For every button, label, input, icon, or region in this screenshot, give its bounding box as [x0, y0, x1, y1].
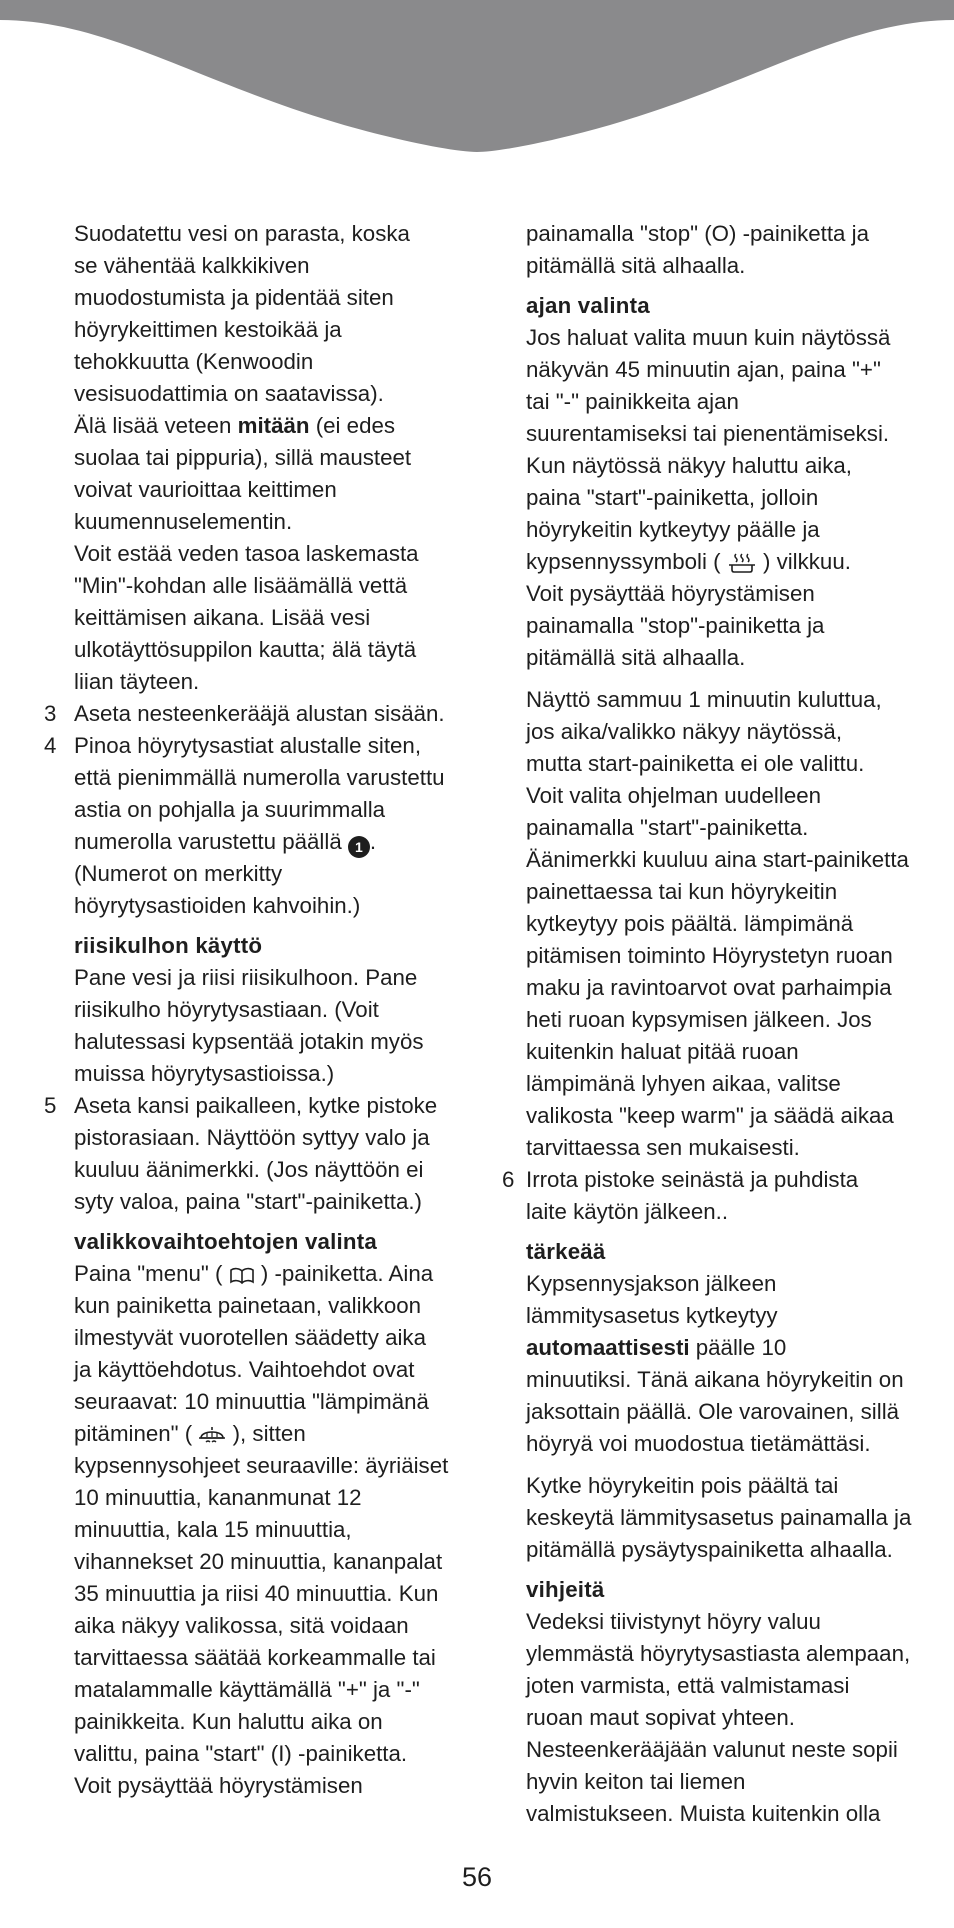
- text-line: tehokkuutta (Kenwoodin: [74, 349, 314, 374]
- text-line: painikkeita. Kun haluttu aika on: [74, 1709, 383, 1734]
- text-span: päälle 10: [689, 1335, 787, 1360]
- text-line: [502, 546, 922, 578]
- text-line: matalammalle käyttämällä "+" ja "-": [74, 1677, 420, 1702]
- text-line: Nesteenkerääjään valunut neste sopii: [526, 1737, 898, 1762]
- keep-warm-icon: [198, 1424, 226, 1446]
- text-line: 35 minuuttia ja riisi 40 minuuttia. Kun: [74, 1581, 439, 1606]
- text-line: aika näkyy valikossa, sitä voidaan: [74, 1613, 409, 1638]
- text-span: ) -painiketta. Aina: [254, 1261, 434, 1286]
- text-line: halutessasi kypsentää jotakin myös: [74, 1029, 424, 1054]
- tips-paragraph: [502, 1606, 922, 1830]
- text-line: jos aika/valikko näkyy näytössä,: [526, 719, 843, 744]
- text-line: muissa höyrytysastioissa.): [74, 1061, 335, 1086]
- text-line: keittämisen aikana. Lisää vesi: [74, 605, 371, 630]
- step-body: [74, 1090, 464, 1218]
- text-line: Kun näytössä näkyy haluttu aika,: [526, 453, 852, 478]
- text-line: tai "-" painikkeita ajan: [526, 389, 739, 414]
- text-line: mutta start-painiketta ei ole valittu.: [526, 751, 865, 776]
- text-line: tarvittaessa sen mukaisesti.: [526, 1135, 800, 1160]
- text-line: Kypsennysjakson jälkeen: [526, 1271, 777, 1296]
- text-line: ulkotäyttösuppilon kautta; älä täytä: [74, 637, 417, 662]
- step-number: 3: [44, 701, 57, 726]
- text-line: suurentamiseksi tai pienentämiseksi.: [526, 421, 890, 446]
- text-line: suolaa tai pippuria), sillä mausteet: [74, 445, 412, 470]
- text-line: astia on pohjalla ja suurimmalla: [74, 797, 386, 822]
- text-line: höyrykeitin kytkeytyy päälle ja: [526, 517, 820, 542]
- text-line: pitämisen toiminto Höyrystetyn ruoan: [526, 943, 893, 968]
- text-line: lämpimänä lyhyen aikaa, valitse: [526, 1071, 841, 1096]
- text-line: Pane vesi ja riisi riisikulhoon. Pane: [74, 965, 418, 990]
- text-line: [44, 1258, 464, 1290]
- step-body: [526, 1164, 922, 1228]
- text-line: höyryä voi muodostua tietämättäsi.: [526, 1431, 871, 1456]
- intro-paragraph: [44, 218, 464, 410]
- step-3: [44, 698, 464, 730]
- text-line: 10 minuuttia, kananmunat 12: [74, 1485, 362, 1510]
- text-line: se vähentää kalkkikiven: [74, 253, 310, 278]
- text-line: Suodatettu vesi on parasta, koska: [74, 221, 410, 246]
- text-span: ), sitten: [226, 1421, 306, 1446]
- time-selection-paragraph: [502, 322, 922, 674]
- text-line: tarvittaessa säätää korkeammalle tai: [74, 1645, 436, 1670]
- text-line: painettaessa tai kun höyrykeitin: [526, 879, 838, 904]
- text-line: ja käyttöehdotus. Vaihtoehdot ovat: [74, 1357, 415, 1382]
- text-line: kun painiketta painetaan, valikkoon: [74, 1293, 422, 1318]
- text-line: Vedeksi tiivistynyt höyry valuu: [526, 1609, 821, 1634]
- text-line: heti ruoan kypsymisen jälkeen. Jos: [526, 1007, 872, 1032]
- text-line: Voit pysäyttää höyrystämisen: [74, 1773, 363, 1798]
- text-line: minuutiksi. Tänä aikana höyrykeitin on: [526, 1367, 904, 1392]
- text-line: hyvin keiton tai liemen: [526, 1769, 746, 1794]
- continued-paragraph: [502, 218, 922, 282]
- text-line: minuuttia, kala 15 minuuttia,: [74, 1517, 352, 1542]
- step-number: 4: [44, 733, 57, 758]
- text-line: syty valoa, paina "start"-painiketta.): [74, 1189, 422, 1214]
- text-line: höyrykeittimen kestoikää ja: [74, 317, 342, 342]
- switch-off-paragraph: [502, 1470, 922, 1566]
- left-column: [44, 218, 464, 1802]
- step-6: [502, 1164, 922, 1228]
- text-span: kypsennyssymboli (: [526, 549, 727, 574]
- text-line: kypsennysohjeet seuraaville: äyriäiset: [74, 1453, 449, 1478]
- step-text: Aseta nesteenkerääjä alustan sisään.: [74, 701, 445, 726]
- text-line: Voit pysäyttää höyrystämisen: [526, 581, 815, 606]
- menu-selection-paragraph: [44, 1258, 464, 1802]
- text-line: pitämällä sitä alhaalla.: [526, 253, 746, 278]
- text-line: kuumennuselementin.: [74, 509, 293, 534]
- text-line: vihannekset 20 minuuttia, kananpalat: [74, 1549, 443, 1574]
- text-line: painamalla "start"-painiketta.: [526, 815, 809, 840]
- figure-number-badge: 1: [348, 836, 370, 858]
- text-line: [44, 410, 464, 442]
- display-paragraph: [502, 684, 922, 1164]
- time-selection-heading: ajan valinta: [526, 293, 650, 318]
- text-line: pitämällä pysäytyspainiketta alhaalla.: [526, 1537, 893, 1562]
- text-span: numerolla varustettu päällä: [74, 829, 348, 854]
- text-line: ilmestyvät vuorotellen säädetty aika: [74, 1325, 426, 1350]
- text-line: "Min"-kohdan alle lisäämällä vettä: [74, 573, 408, 598]
- text-line: paina "start"-painiketta, jolloin: [526, 485, 819, 510]
- emphasis-text: automaattisesti: [526, 1335, 690, 1360]
- text-line: maku ja ravintoarvot ovat parhaimpia: [526, 975, 892, 1000]
- step-5: [44, 1090, 464, 1218]
- text-line: (Numerot on merkitty: [74, 861, 283, 886]
- text-line: jaksottain päällä. Ole varovainen, sillä: [526, 1399, 900, 1424]
- text-span: (ei edes: [309, 413, 396, 438]
- text-line: kytkeytyy pois päältä. lämpimänä: [526, 911, 854, 936]
- text-line: Pinoa höyrytysastiat alustalle siten,: [74, 733, 422, 758]
- rice-bowl-paragraph: [44, 962, 464, 1090]
- text-line: pitämällä sitä alhaalla.: [526, 645, 746, 670]
- text-line: muodostumista ja pidentää siten: [74, 285, 394, 310]
- text-line: [502, 1332, 922, 1364]
- text-span: ) vilkkuu.: [756, 549, 851, 574]
- text-line: [74, 826, 464, 858]
- text-span: .: [369, 829, 377, 854]
- text-line: ylemmästä höyrytysastiasta alempaan,: [526, 1641, 911, 1666]
- text-line: seuraavat: 10 minuuttia "lämpimänä: [74, 1389, 429, 1414]
- text-line: ruoan maut sopivat yhteen.: [526, 1705, 795, 1730]
- text-line: [44, 1418, 464, 1450]
- text-line: Voit estää veden tasoa laskemasta: [74, 541, 419, 566]
- text-line: näkyvän 45 minuutin ajan, paina "+": [526, 357, 881, 382]
- text-line: Näyttö sammuu 1 minuutin kuluttua,: [526, 687, 882, 712]
- text-line: Aseta kansi paikalleen, kytke pistoke: [74, 1093, 438, 1118]
- header-wave-band: [0, 0, 954, 160]
- emphasis-text: mitään: [237, 413, 310, 438]
- text-span: Älä lisää veteen: [74, 413, 238, 438]
- text-line: Jos haluat valita muun kuin näytössä: [526, 325, 891, 350]
- text-line: valikosta "keep warm" ja säädä aikaa: [526, 1103, 894, 1128]
- text-line: liian täyteen.: [74, 669, 200, 694]
- menu-selection-heading: valikkovaihtoehtojen valinta: [74, 1229, 377, 1254]
- text-line: keskeytä lämmitysasetus painamalla ja: [526, 1505, 912, 1530]
- text-line: voivat vaurioittaa keittimen: [74, 477, 337, 502]
- salt-warning-paragraph: [44, 410, 464, 538]
- text-line: kuuluu äänimerkki. (Jos näyttöön ei: [74, 1157, 424, 1182]
- step-number: 5: [44, 1093, 57, 1118]
- text-line: riisikulho höyrytysastiaan. (Voit: [74, 997, 379, 1022]
- tips-heading: vihjeitä: [526, 1577, 605, 1602]
- cooking-symbol-icon: [727, 552, 757, 574]
- text-line: höyrytysastioiden kahvoihin.): [74, 893, 361, 918]
- page-number: 56: [461, 1862, 493, 1892]
- step-number: 6: [502, 1167, 515, 1192]
- text-line: painamalla "stop" (O) -painiketta ja: [526, 221, 870, 246]
- text-line: painamalla "stop"-painiketta ja: [526, 613, 825, 638]
- rice-bowl-heading: riisikulhon käyttö: [74, 933, 263, 958]
- text-line: Voit valita ohjelman uudelleen: [526, 783, 822, 808]
- text-line: Äänimerkki kuuluu aina start-painiketta: [526, 847, 909, 872]
- text-line: Kytke höyrykeitin pois päältä tai: [526, 1473, 839, 1498]
- text-line: valmistukseen. Muista kuitenkin olla: [526, 1801, 881, 1826]
- important-heading: tärkeää: [526, 1239, 606, 1264]
- step-body: [74, 730, 464, 922]
- text-line: että pienimmällä numerolla varustettu: [74, 765, 445, 790]
- step-4: [44, 730, 464, 922]
- right-column: [502, 218, 922, 1830]
- text-span: pitäminen" (: [74, 1421, 199, 1446]
- text-line: laite käytön jälkeen..: [526, 1199, 729, 1224]
- text-line: Irrota pistoke seinästä ja puhdista: [526, 1167, 859, 1192]
- text-line: kuitenkin haluat pitää ruoan: [526, 1039, 799, 1064]
- text-line: vesisuodattimia on saatavissa).: [74, 381, 384, 406]
- text-line: joten varmista, että valmistamasi: [526, 1673, 850, 1698]
- min-level-paragraph: [44, 538, 464, 698]
- text-line: pistorasiaan. Näyttöön syttyy valo ja: [74, 1125, 430, 1150]
- important-paragraph: [502, 1268, 922, 1460]
- text-span: Paina "menu" (: [74, 1261, 229, 1286]
- text-line: lämmitysasetus kytkeytyy: [526, 1303, 778, 1328]
- book-icon: [229, 1266, 255, 1286]
- text-line: valittu, paina "start" (I) -painiketta.: [74, 1741, 408, 1766]
